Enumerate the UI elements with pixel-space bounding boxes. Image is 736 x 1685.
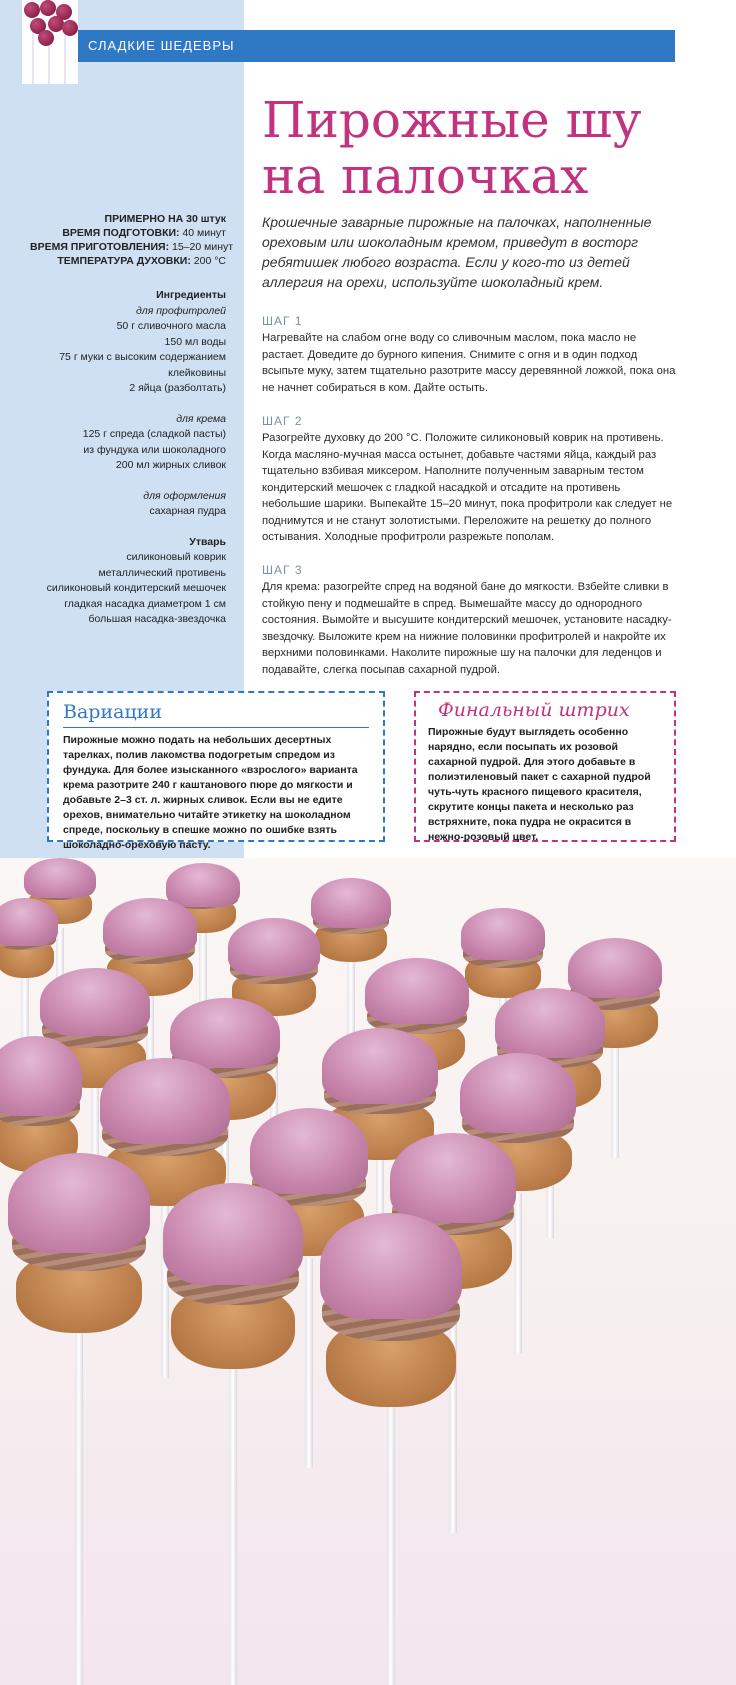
list-item: 2 яйца (разболтать) xyxy=(129,382,226,394)
ingredients-heading: Ингредиенты xyxy=(156,289,226,301)
list-item: 150 мл воды xyxy=(164,335,226,348)
page-title xyxy=(262,92,722,204)
list-item: силиконовый коврик xyxy=(126,551,226,563)
header-thumbnail-image xyxy=(22,0,78,84)
final-touch-text: Пирожные будут выглядеть особенно нарядно, если посыпать их розовой сахарной пудрой. Для этого добавьте в полиэтиленовый пакет с сахарной пудрой чуть-чуть красного пищевого красителя, скрутите концы пакета и несколько раз встряхните, пока пудра не окрасится в нежно-розовый цвет. xyxy=(428,726,651,843)
title-line-1: Пирожные шу xyxy=(262,91,642,149)
servings: ПРИМЕРНО НА 30 штук xyxy=(104,213,226,225)
oven-temperature: ТЕМПЕРАТУРА ДУХОВКИ: 200 °С xyxy=(57,255,226,267)
final-touch-title: Финальный штрих xyxy=(438,699,630,721)
list-item: из фундука или шоколадного xyxy=(83,443,226,456)
list-item: силиконовый кондитерский мешочек xyxy=(46,582,226,594)
section-label: СЛАДКИЕ ШЕДЕВРЫ xyxy=(88,38,235,53)
list-item: 125 г спреда (сладкой пасты) xyxy=(82,428,226,440)
cake-pops-photo xyxy=(0,858,736,1685)
list-item: металлический противень xyxy=(98,566,226,579)
cake-pop-image xyxy=(155,1183,311,1685)
prep-time: ВРЕМЯ ПОДГОТОВКИ: 40 минут xyxy=(62,227,226,239)
decor-label: для оформления xyxy=(143,489,226,502)
step-2-label: ШАГ 2 xyxy=(262,414,303,428)
list-item: 75 г муки с высоким содержанием xyxy=(59,351,226,363)
list-item: клейковины xyxy=(168,366,226,379)
variations-box xyxy=(47,691,385,851)
variations-text: Пирожные можно подать на небольших десертных тарелках, полив лакомства подогретым спредом из фундука. Для более изысканного «взрослого» варианта крема разотрите 240 г каштанового пюре до мягкости и добавьте 2–3 ст. л. жирных сливок. Если вы не едите орехов, внимательно читайте этикетку на шоколадном спреде, поскольку в спешке можно по ошибке взять шоколадно-ореховую пасту. xyxy=(63,734,358,851)
profiteroles-label: для профитролей xyxy=(136,304,226,317)
intro-text: Крошечные заварные пирожные на палочках, наполненные ореховым или шоколадным кремом, приведут в восторг ребятишек любого возраста. Если у кого-то из детей аллергия на орехи, используйте шоколадный крем. xyxy=(262,214,652,290)
cake-pop-image xyxy=(0,1153,158,1685)
cake-pop-image xyxy=(310,1213,472,1685)
cook-time: ВРЕМЯ ПРИГОТОВЛЕНИЯ: 15–20 минут xyxy=(30,241,234,253)
step-3-text: Для крема: разогрейте спред на водяной бане до мягкости. Взбейте сливки в стойкую пену и подмешайте в спред. Вымешайте массу до однородного состояния. Вымойте и высушите кондитерский мешочек, установите насадку-звездочку. Выложите крем на нижние половинки профитролей и накройте их верхними половинками. Наколите пирожные шу на палочки для леденцов и подавайте, слегка посыпав сахарной пудрой. xyxy=(262,581,672,676)
list-item: 200 мл жирных сливок xyxy=(115,459,226,471)
ingredients-list xyxy=(30,288,226,628)
recipe-meta xyxy=(30,212,234,268)
step-1-text: Нагревайте на слабом огне воду со сливочным маслом, пока масло не растает. Доведите до бурного кипения. Снимите с огня и в один подход всыпьте муку, затем тщательно разотрите массу деревянной ложкой, пока она не начнет собираться в ком. Дайте остыть. xyxy=(262,332,676,394)
variations-title: Вариации xyxy=(63,701,162,723)
variations-divider xyxy=(63,727,369,728)
list-item: большая насадка-звездочка xyxy=(88,613,226,625)
list-item: 50 г сливочного масла xyxy=(116,320,226,332)
step-2-text: Разогрейте духовку до 200 °С. Положите силиконовый коврик на противень. Когда масляно-мучная масса остынет, добавьте частями яйца, каждый раз тщательно взбивая миксером. Наполните полученным заварным тестом кондитерский мешочек с гладкой насадкой и отсадите на противень небольшие шарики. Выпекайте 15–20 минут, пока профитроли как следует не поднимутся и не станут золотистыми. Переложите на решетку до полного остывания. Холодные профитроли разрежьте пополам. xyxy=(262,432,673,543)
cream-label: для крема xyxy=(176,412,226,425)
equipment-heading: Утварь xyxy=(189,535,226,548)
step-1-label: ШАГ 1 xyxy=(262,314,303,328)
step-3-label: ШАГ 3 xyxy=(262,563,303,577)
final-touch-box xyxy=(414,691,676,842)
title-line-2: на палочках xyxy=(262,147,589,205)
list-item: гладкая насадка диаметром 1 см xyxy=(64,597,226,610)
list-item: сахарная пудра xyxy=(149,505,226,517)
